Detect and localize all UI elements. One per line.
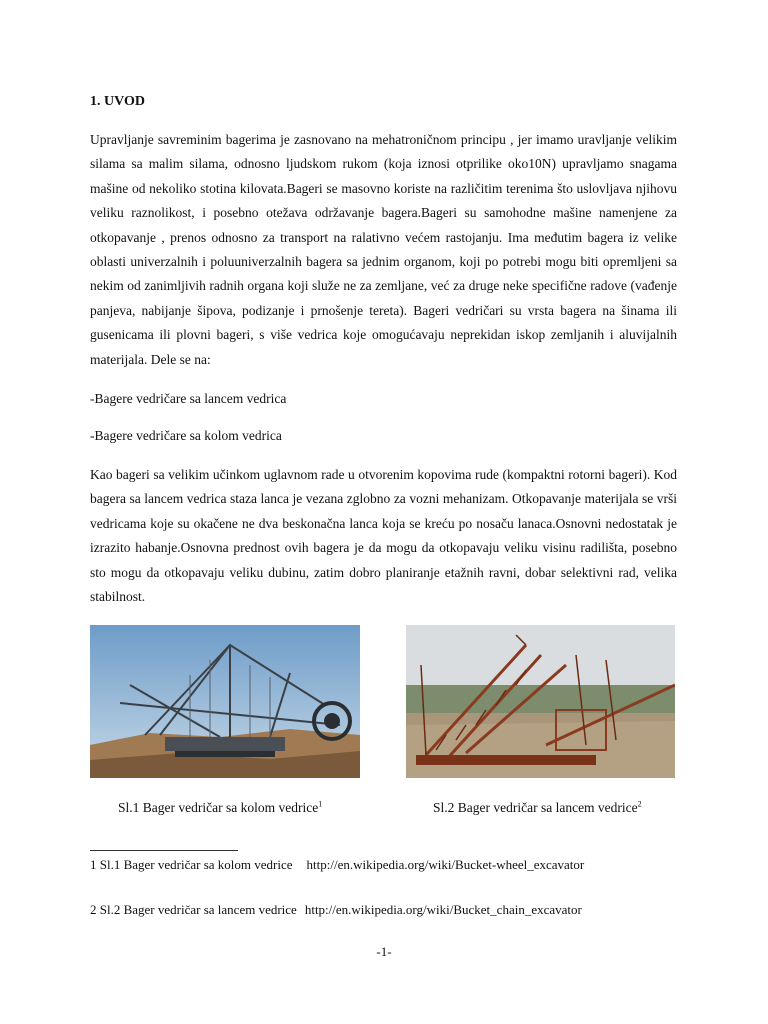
footnote: 1 Sl.1 Bager vedričar sa kolom vedrice http://en.wikipedia.org/wiki/Bucket-wheel_excavator: [90, 857, 585, 872]
footnote-link[interactable]: http://en.wikipedia.org/wiki/Bucket_chain_excavator: [304, 902, 582, 917]
figure-caption: Sl.1 Bager vedričar sa kolom vedrice$^1$: [118, 799, 323, 815]
page-number: -1-: [376, 944, 392, 959]
bucket-chain-excavator-photo: [406, 625, 675, 778]
footnote-marker[interactable]: 2: [637, 799, 642, 809]
footnote-marker[interactable]: 1: [318, 799, 323, 809]
list-item: -Bagere vedričare sa lancem vedrica: [90, 391, 287, 406]
section-heading: 1. UVOD: [90, 94, 145, 109]
footnote-separator: [90, 850, 238, 851]
list-item: -Bagere vedričare sa kolom vedrica: [90, 428, 282, 443]
figure-caption: Sl.2 Bager vedričar sa lancem vedrice$^2$: [433, 799, 642, 815]
footnote: 2 Sl.2 Bager vedričar sa lancem vedrice http://en.wikipedia.org/wiki/Bucket_chain_excavator: [90, 902, 582, 917]
footnote-link[interactable]: http://en.wikipedia.org/wiki/Bucket-wheel_excavator: [306, 857, 585, 872]
intro-paragraph: Upravljanje savreminim bagerima je zasnovano na mehatroničnom principu , jer imamo uravljanje velikim silama sa malim silama, odnosno ljudskom rukom (koja iznosi otprilike oko10N) upravljamo snagama mašine od nekoliko stotina kilovata.Bageri se masovno koriste na različitim terenima što uslovljava njihovu veliku raznolikost, i posebno otežava održavanje bagera.Bageri su samohodne mašine namenjene za otkopavanje , prenos odnosno za transport na ralativno većem rastojanju. Ima međutim bagera iz velike oblasti univerzalnih i poluuniverzalnih bagera sa jednim organom, koji po potrebi mogu biti opremljeni sa nekim od zanimljivih radnih organa koji služe ne za zemljane, već za druge neke specifične radove (vađenje panjeva, nabijanje šipova, podizanje i prnošenje tereta). Bageri vedričari su vrsta bagera na šinama ili gusenicama ili plovni bageri, s više vedrica koje omogućavaju neprekidan iskop zemljanih i aluvijalnih materijala. Dele se na:: [90, 132, 677, 367]
bucket-wheel-excavator-photo: [90, 625, 360, 778]
second-paragraph: Kao bageri sa velikim učinkom uglavnom rade u otvorenim kopovima rude (kompaktni rotorni bageri). Kod bagera sa lancem vedrica staza lanca je vezana zglobno za vozni mehanizam. Otkopavanje materijala se vrši vedricama koje su okačene ne dva beskonačna lanca koja se kreću po nosaču lanaca.Osnovni nedostatak je izrazito habanje.Osnovna prednost ovih bagera je da mogu da otkopavaju veliku visinu radilišta, posebno sto mogu da otkopavaju veliku dubinu, zatim dobro planiranje etažnih ravni, dobar selektivni rad, velika stabilnost.: [90, 467, 677, 605]
